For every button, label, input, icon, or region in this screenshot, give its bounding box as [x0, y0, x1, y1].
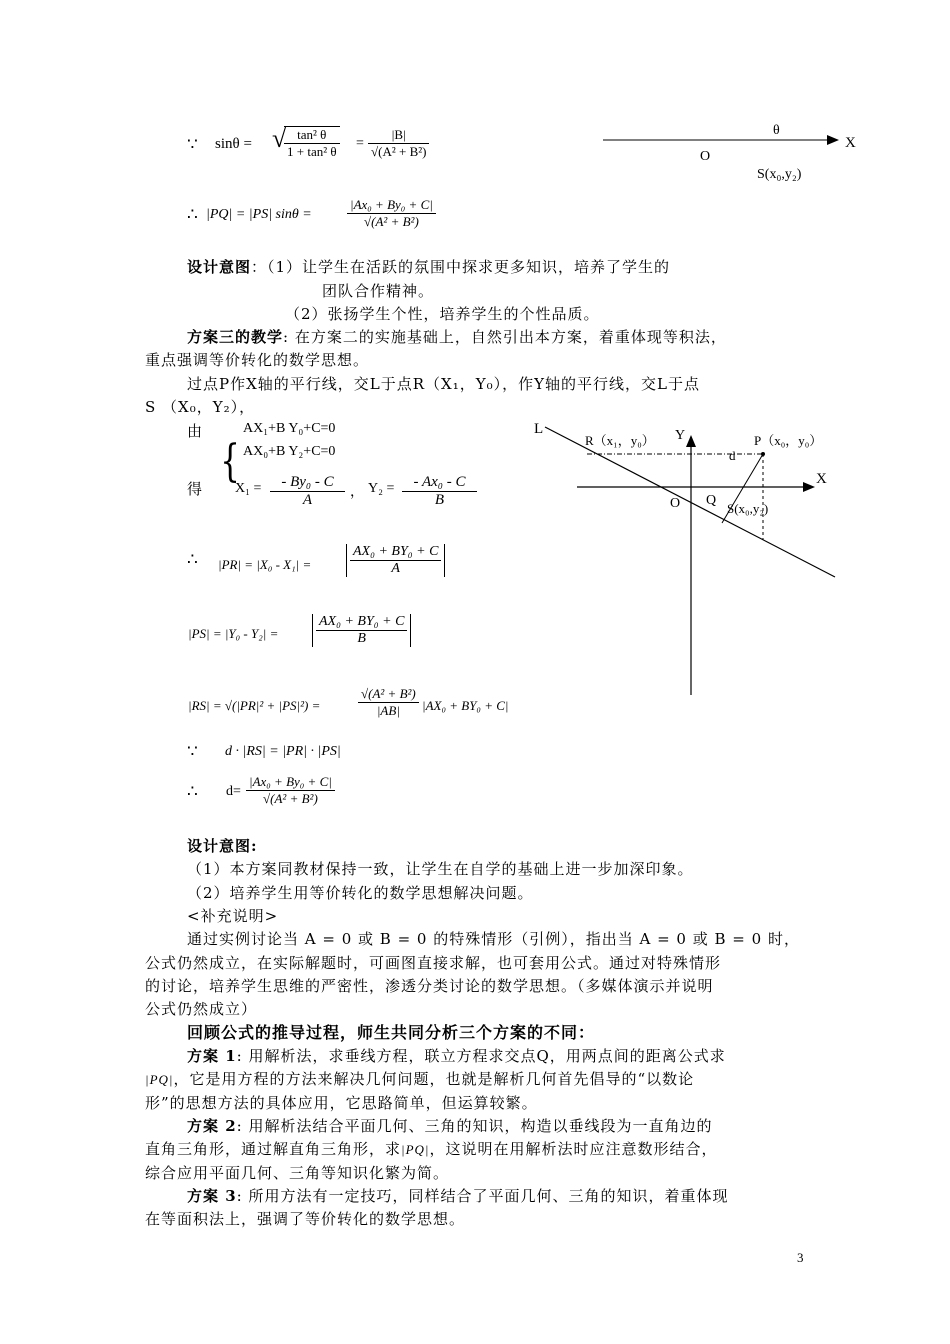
- sqrt-a2-b2: √(A² + B²): [371, 144, 427, 159]
- intent1-line2: 团队合作精神。: [322, 282, 435, 300]
- intent2-line2: （2）培养学生用等价转化的数学思想解决问题。: [187, 884, 534, 902]
- plan3-line3: 过点P作X轴的平行线，交L于点R（X₁，Y₀），作Y轴的平行线，交L于点: [187, 375, 700, 393]
- system-you: 由: [187, 422, 204, 440]
- review-s2-text2b: ，这说明在用解析法时应注意数形结合，: [429, 1140, 718, 1158]
- review-heading: 回顾公式的推导过程，师生共同分析三个方案的不同：: [187, 1023, 596, 1042]
- distance-fraction-1: [347, 197, 436, 230]
- review-s2-text1: : 用解析法结合平面几何、三角的知识，构造以垂线段为一直角边的: [236, 1117, 713, 1135]
- rs-denominator: |AB|: [376, 703, 400, 718]
- x1-fraction: [270, 474, 345, 509]
- review-s2-line2: [145, 1138, 718, 1161]
- distance-numerator-1: |Ax₀ + By₀ + C|: [347, 197, 436, 214]
- x-axis-arrow: [803, 482, 815, 492]
- top-theta-label: θ: [773, 123, 780, 138]
- tan-numerator: tan² θ: [284, 127, 340, 144]
- therefore-symbol: ∴: [187, 205, 198, 224]
- supplement-label: <补充说明>: [187, 907, 279, 925]
- review-s1-line1: [187, 1045, 726, 1068]
- y2-fraction: [402, 474, 477, 509]
- system-eq1: AX₁+B Y₀+C=0: [243, 421, 336, 436]
- because-symbol: ∵: [187, 135, 198, 154]
- distance-denominator-1: √(A² + B²): [364, 214, 419, 229]
- intent2-line1: （1）本方案同教材保持一致，让学生在自学的基础上进一步加深印象。: [187, 860, 694, 878]
- d-denominator: √(A² + B²): [263, 791, 318, 806]
- intent1-line1: [187, 256, 670, 279]
- coordinate-figure: [525, 415, 845, 700]
- d-fraction: [246, 774, 335, 807]
- plan3-line2: 重点强调等价转化的数学思想。: [145, 351, 370, 369]
- intent1-text1: ：（1）让学生在活跃的氛围中探求更多知识，培养了学生的: [251, 258, 671, 276]
- line-l: [545, 427, 835, 577]
- plan3-line4: S （X₀，Y₂），: [145, 398, 256, 416]
- intent2-label: 设计意图:: [187, 837, 258, 855]
- rs-lhs: |RS| = √(|PR|² + |PS|²) =: [188, 698, 321, 713]
- top-o-label: O: [700, 149, 711, 164]
- intent1-label: 设计意图: [187, 258, 252, 276]
- review-s2-text2a: 直角三角形，通过解直角三角形，求: [145, 1140, 402, 1158]
- tan-fraction: [284, 126, 340, 160]
- pr-numerator: AX₀ + BY₀ + C: [350, 544, 441, 561]
- review-s2-label: 方案 2: [187, 1117, 237, 1135]
- supplement-p1: 通过实例讨论当 A = 0 或 B = 0 的特殊情形（引例），指出当 A = 0 或 B = 0 时，: [187, 930, 800, 948]
- review-s1-text1: : 用解析法，求垂线方程，联立方程求交点Q，用两点间的距离公式求: [236, 1047, 726, 1065]
- top-axis-arrow: [827, 135, 839, 145]
- d-numerator: |Ax₀ + By₀ + C|: [246, 774, 335, 791]
- label-d: d: [729, 448, 736, 463]
- review-s1-line2: [145, 1068, 694, 1091]
- supplement-p4: 公式仍然成立）: [145, 1000, 258, 1018]
- review-s1-line3: 形”的思想方法的具体应用，它思路简单，但运算较繁。: [145, 1094, 538, 1112]
- pr-denominator: A: [391, 561, 400, 576]
- tan-denominator: 1 + tan² θ: [287, 144, 337, 159]
- review-s1-label: 方案 1: [187, 1047, 237, 1065]
- label-s: S(x₀,y₂): [727, 501, 769, 516]
- therefore-symbol-3: ∴: [187, 782, 198, 801]
- review-s2-line1: [187, 1115, 713, 1138]
- x1-numerator: - By₀ - C: [270, 474, 345, 492]
- b-over-sqrt-fraction: [368, 127, 429, 160]
- label-p: P（x₀，y₀）: [754, 433, 823, 448]
- label-r: R（x₁，y₀）: [585, 433, 655, 448]
- ps-fraction: [312, 614, 411, 647]
- label-q: Q: [706, 493, 717, 508]
- x1-denominator: A: [302, 492, 313, 508]
- system-sep: ，: [350, 485, 364, 500]
- review-s3-label: 方案 3: [187, 1187, 237, 1205]
- page-number: 3: [797, 1250, 804, 1265]
- pr-lhs: |PR| = |X₀ - X₁| =: [218, 557, 312, 572]
- sqrt-sign: √: [272, 124, 287, 153]
- top-s-label: S(x₀,y₂): [757, 167, 802, 182]
- y-axis-arrow: [686, 435, 696, 447]
- abs-b: |B|: [368, 127, 429, 144]
- rs-fraction: [358, 686, 419, 719]
- review-s1-pq: |PQ|: [145, 1072, 174, 1087]
- review-s3-text1: : 所用方法有一定技巧，同样结合了平面几何、三角的知识，着重体现: [236, 1187, 729, 1205]
- y2-label: Y₂ =: [368, 481, 395, 496]
- rs-numerator: √(A² + B²): [358, 686, 419, 703]
- system-de: 得: [187, 480, 204, 498]
- plan3-line1: [187, 326, 727, 349]
- therefore-symbol-2: ∴: [187, 550, 198, 569]
- label-o: O: [670, 496, 681, 511]
- supplement-p2: 公式仍然成立，在实际解题时，可画图直接求解，也可套用公式。通过对特殊情形: [145, 954, 722, 972]
- ps-numerator: AX₀ + BY₀ + C: [316, 614, 407, 631]
- x1-label: X₁ =: [235, 481, 262, 496]
- y2-numerator: - Ax₀ - C: [402, 474, 477, 492]
- review-s2-pq: |PQ|: [401, 1142, 430, 1157]
- system-eq2: AX₀+B Y₂+C=0: [243, 444, 336, 459]
- supplement-p3: 的讨论，培养学生思维的严密性，渗透分类讨论的数学思想。（多媒体演示并说明: [145, 977, 714, 995]
- because-symbol-2: ∵: [187, 742, 198, 761]
- ps-denominator: B: [357, 631, 366, 646]
- point-p: [761, 452, 765, 456]
- y2-denominator: B: [434, 492, 445, 508]
- pq-ps-sin-label: |PQ| = |PS| sinθ =: [206, 207, 312, 222]
- intent1-line3: （2）张扬学生个性，培养学生的个性品质。: [285, 305, 600, 323]
- top-axis-figure: [595, 118, 865, 188]
- system-brace: {: [220, 436, 240, 487]
- pr-fraction: [346, 544, 445, 577]
- ps-lhs: |PS| = |Y₀ - Y₂| =: [188, 626, 279, 641]
- label-y: Y: [675, 428, 686, 443]
- review-s1-text2: ，它是用方程的方法来解决几何问题，也就是解析几何首先倡导的“以数论: [173, 1070, 695, 1088]
- top-x-label: X: [845, 135, 856, 151]
- review-s2-line3: 综合应用平面几何、三角等知识化繁为简。: [145, 1164, 450, 1182]
- plan3-text1: : 在方案二的实施基础上，自然引出本方案，着重体现等积法，: [283, 328, 727, 346]
- d-relation: d · |RS| = |PR| · |PS|: [225, 744, 341, 759]
- label-l: L: [534, 421, 544, 437]
- rs-tail: |AX₀ + BY₀ + C|: [422, 698, 509, 713]
- plan3-label: 方案三的教学: [187, 328, 284, 346]
- review-s3-line2: 在等面积法上，强调了等价转化的数学思想。: [145, 1210, 466, 1228]
- label-x: X: [816, 471, 827, 487]
- d-lhs: d=: [226, 784, 241, 799]
- sin-theta-label: sinθ =: [215, 136, 252, 152]
- review-s3-line1: [187, 1185, 729, 1208]
- equals-sign: =: [356, 136, 364, 151]
